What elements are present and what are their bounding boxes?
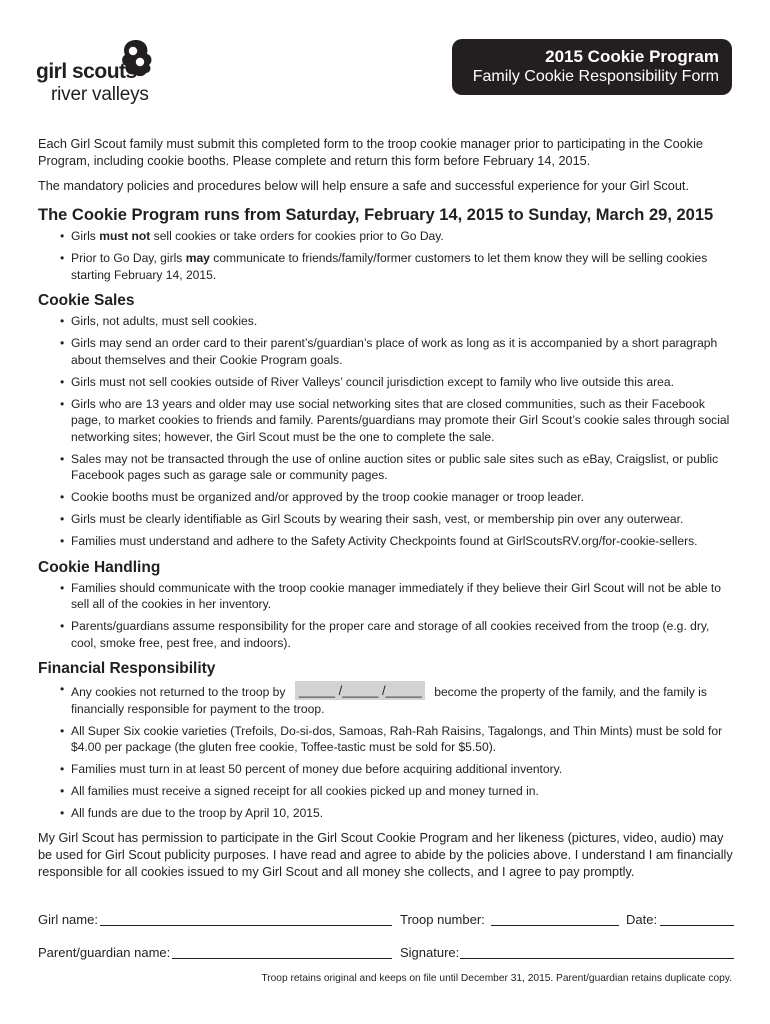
date-label: Date: bbox=[626, 912, 658, 927]
list-item: • All Super Six cookie varieties (Trefoils, Do-si-dos, Samoas, Rah-Rah Raisins, Tagalongs, and Thin Mints) must be sold for $4.00 per package (the gluten free cookie, Toffee-tastic must be sold for $5.50). bbox=[60, 723, 734, 756]
list-item: • Families should communicate with the troop cookie manager immediately if they believe their Girl Scout will not be able to sell all of the cookies in her inventory. bbox=[60, 580, 734, 613]
troop-number-field[interactable] bbox=[491, 925, 619, 926]
financial-list bbox=[38, 681, 734, 822]
list-item: • Girls may send an order card to their parent’s/guardian’s place of work as long as it is accompanied by a short paragraph about themselves and their Cookie Program goals. bbox=[60, 335, 734, 368]
intro-policies-note: The mandatory policies and procedures below will help ensure a safe and successful experience for your Girl Scout. bbox=[38, 179, 689, 193]
troop-number-label: Troop number: bbox=[400, 912, 485, 927]
list-item: • Girls must not sell cookies outside of River Valleys’ council jurisdiction except to family who live outside this area. bbox=[60, 374, 734, 391]
list-item: • All families must receive a signed receipt for all cookies picked up and money turned in. bbox=[60, 783, 734, 800]
parent-name-field[interactable] bbox=[172, 958, 392, 959]
return-date-field[interactable] bbox=[295, 681, 425, 700]
cookie-handling-heading: Cookie Handling bbox=[38, 558, 161, 576]
list-item: • Any cookies not returned to the troop by _____ /_____ /_____ become the property of the family, and the family is financially responsible for payment to the troop. bbox=[60, 681, 734, 717]
cookie-sales-list bbox=[38, 313, 734, 550]
form-title-box bbox=[452, 39, 732, 95]
return-date-blank: _____ /_____ /_____ bbox=[298, 683, 422, 698]
logo-text-line2: river valleys bbox=[51, 84, 149, 105]
form-title: 2015 Cookie Program bbox=[545, 47, 719, 66]
list-item: • Girls must be clearly identifiable as Girl Scouts by wearing their sash, vest, or membership pin over any outerwear. bbox=[60, 511, 734, 528]
footer-note: Troop retains original and keeps on file until December 31, 2015. Parent/guardian retains duplicate copy. bbox=[261, 973, 732, 984]
parent-info-row bbox=[38, 945, 734, 963]
girl-info-row bbox=[38, 912, 734, 930]
program-list bbox=[38, 228, 734, 283]
cookie-handling-list bbox=[38, 580, 734, 652]
form-subtitle: Family Cookie Responsibility Form bbox=[472, 68, 719, 85]
intro-paragraph: Each Girl Scout family must submit this completed form to the troop cookie manager prior to participating in the Cookie Program, including cookie booths. Please complete and return this form before February 14, 2015. bbox=[38, 137, 703, 168]
girl-scouts-logo bbox=[36, 38, 176, 108]
list-item: • Prior to Go Day, girls may communicate to friends/family/former customers to let them know they will be selling cookies starting February 14, 2015. bbox=[60, 250, 734, 283]
permission-statement: My Girl Scout has permission to participate in the Girl Scout Cookie Program and her likeness (pictures, video, audio) may be used for Girl Scout publicity purposes. I have read and agree to abide by the policies above. I understand I am financially responsible for all cookies issued to my Girl Scout and all money she collects, and I agree to pay promptly. bbox=[38, 830, 733, 879]
list-item: • Cookie booths must be organized and/or approved by the troop cookie manager or troop leader. bbox=[60, 489, 734, 506]
date-field[interactable] bbox=[660, 925, 734, 926]
list-item: • Sales may not be transacted through the use of online auction sites or public sale sites such as eBay, Craigslist, or public Facebook pages such as garage sale or community pages. bbox=[60, 451, 734, 484]
list-item: • Parents/guardians assume responsibility for the proper care and storage of all cookies received from the troop (e.g. dry, cool, smoke free, pest free, and indoors). bbox=[60, 618, 734, 651]
cookie-sales-heading: Cookie Sales bbox=[38, 292, 135, 309]
girl-name-field[interactable] bbox=[100, 925, 392, 926]
girl-name-label: Girl name: bbox=[38, 912, 98, 927]
parent-name-label: Parent/guardian name: bbox=[38, 945, 171, 960]
financial-responsibility-heading: Financial Responsibility bbox=[38, 660, 216, 677]
program-dates-heading: The Cookie Program runs from Saturday, February 14, 2015 to Sunday, March 29, 2015 bbox=[38, 206, 714, 224]
list-item: • All funds are due to the troop by April 10, 2015. bbox=[60, 805, 734, 822]
list-item: • Girls, not adults, must sell cookies. bbox=[60, 313, 734, 330]
list-item: • Families must turn in at least 50 percent of money due before acquiring additional inventory. bbox=[60, 761, 734, 778]
logo-text-line1: girl scouts bbox=[36, 60, 137, 83]
signature-field[interactable] bbox=[460, 958, 734, 959]
list-item: • Girls must not sell cookies or take orders for cookies prior to Go Day. bbox=[60, 228, 734, 245]
signature-label: Signature: bbox=[400, 945, 460, 960]
list-item: • Girls who are 13 years and older may use social networking sites that are closed communities, such as their Facebook page, to market cookies to friends and family. Parents/guardians may promote their Girl Scout’s cookie sales through social networking sites; however, the Girl Scout must be the one to complete the sale. bbox=[60, 396, 734, 446]
list-item: • Families must understand and adhere to the Safety Activity Checkpoints found at GirlScoutsRV.org/for-cookie-sellers. bbox=[60, 533, 734, 550]
form-content bbox=[38, 136, 734, 881]
